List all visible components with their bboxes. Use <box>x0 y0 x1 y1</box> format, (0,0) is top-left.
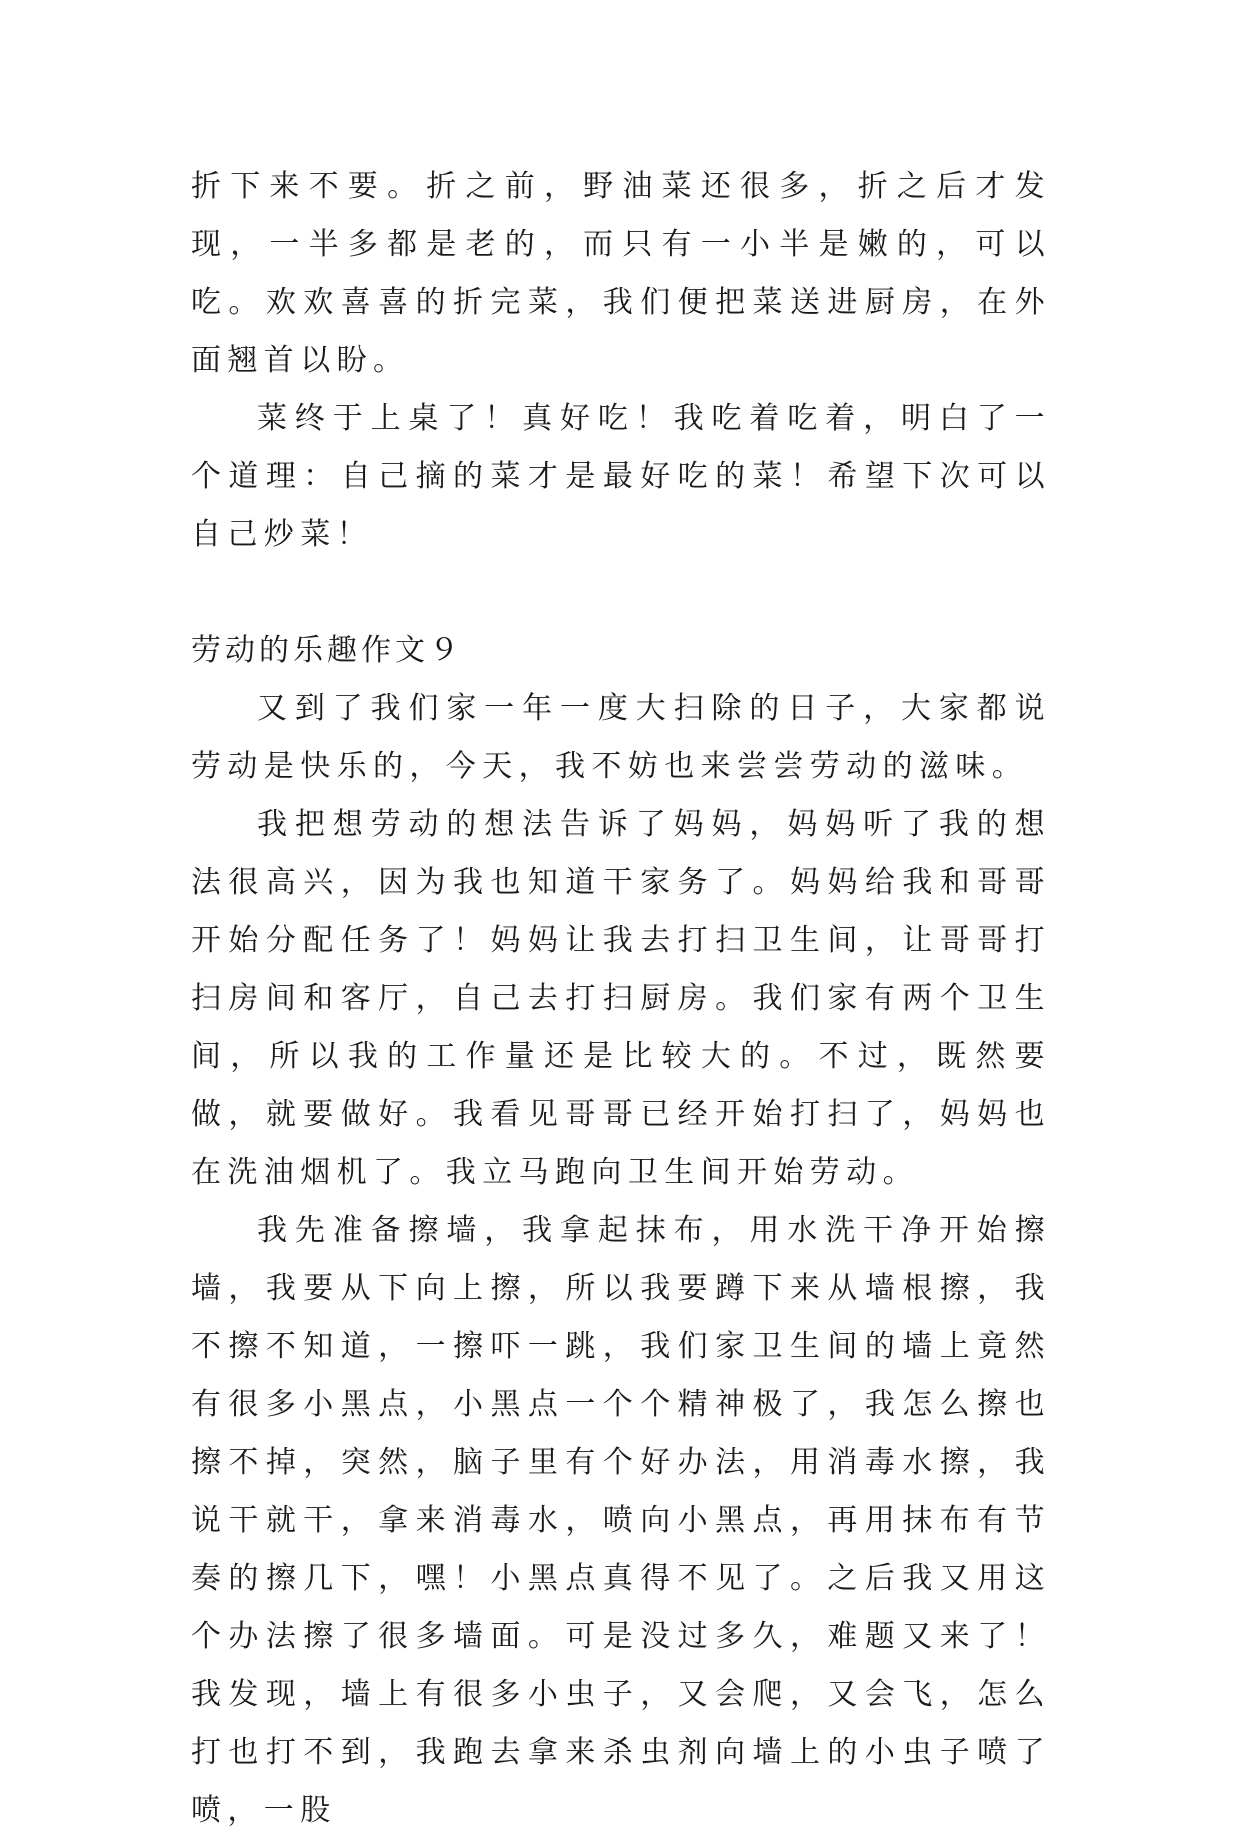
section-heading: 劳动的乐趣作文９ <box>191 633 463 668</box>
closing-paragraph: 菜终于上桌了！真好吃！我吃着吃着，明白了一个道理：自己摘的菜才是最好吃的菜！希望下次可以自己炒菜！ <box>191 401 1051 552</box>
document-body <box>191 158 1051 1840</box>
body-paragraph-2: 我把想劳动的想法告诉了妈妈，妈妈听了我的想法很高兴，因为我也知道干家务了。妈妈给我和哥哥开始分配任务了！妈妈让我去打扫卫生间，让哥哥打扫房间和客厅，自己去打扫厨房。我们家有两个卫生间，所以我的工作量还是比较大的。不过，既然要做，就要做好。我看见哥哥已经开始打扫了，妈妈也在洗油烟机了。我立马跑向卫生间开始劳动。 <box>191 807 1051 1190</box>
body-paragraph-3: 我先准备擦墙，我拿起抹布，用水洗干净开始擦墙，我要从下向上擦，所以我要蹲下来从墙根擦，我不擦不知道，一擦吓一跳，我们家卫生间的墙上竟然有很多小黑点，小黑点一个个精神极了，我怎么擦也擦不掉，突然，脑子里有个好办法，用消毒水擦，我说干就干，拿来消毒水，喷向小黑点，再用抹布有节奏的擦几下，嘿！小黑点真得不见了。之后我又用这个办法擦了很多墙面。可是没过多久，难题又来了！我发现，墙上有很多小虫子，又会爬，又会飞，怎么打也打不到，我跑去拿来杀虫剂向墙上的小虫子喷了喷，一股 <box>191 1213 1051 1828</box>
continued-paragraph: 折下来不要。折之前，野油菜还很多，折之后才发现，一半多都是老的，而只有一小半是嫩的，可以吃。欢欢喜喜的折完菜，我们便把菜送进厨房，在外面翘首以盼。 <box>191 169 1051 378</box>
body-paragraph-1: 又到了我们家一年一度大扫除的日子，大家都说劳动是快乐的，今天，我不妨也来尝尝劳动的滋味。 <box>191 691 1051 784</box>
